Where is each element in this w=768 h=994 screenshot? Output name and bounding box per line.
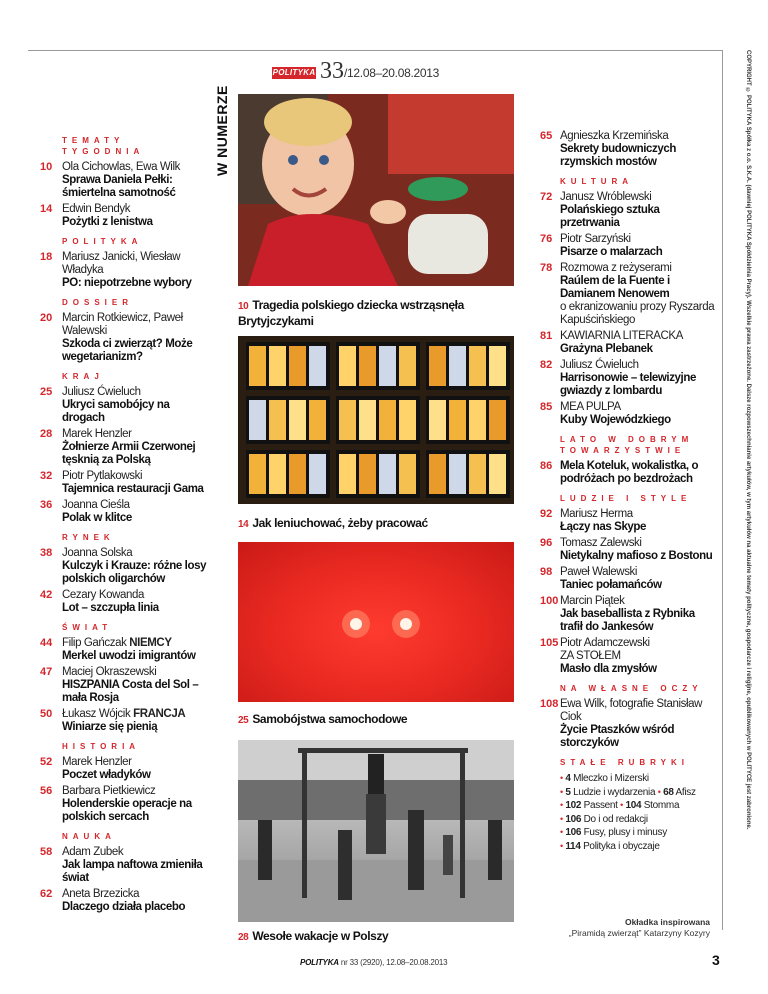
rubric-page: 5 [565, 786, 571, 798]
rubric-name: Afisz [675, 786, 696, 798]
entry-title-text: Sprawa Daniela Pełki: śmiertelna samotność [62, 174, 176, 199]
entry-page-number: 108 [540, 698, 559, 710]
rubric-name: Stomma [643, 800, 680, 811]
entry-prefix: HISZPANIA [62, 679, 120, 691]
entry-author-name: Marek Henzler [62, 756, 132, 768]
entry-author [560, 537, 715, 550]
toc-entry [40, 499, 210, 525]
entry-author-name: Maciej Okraszewski [62, 666, 157, 678]
entry-author-name: Piotr Pytlakowski [62, 470, 143, 482]
entry-page-number: 65 [540, 130, 553, 142]
entry-page-number: 56 [40, 785, 53, 797]
entry-page-number: 98 [540, 566, 553, 578]
rubric-name: Fusy, plusy i minusy [583, 827, 667, 838]
entry-title-text: Szkoda ci zwierząt? Może wegetarianizm? [62, 338, 193, 363]
toc-entry [40, 785, 210, 824]
entry-title-text: Tajemnica restauracji Gama [62, 483, 204, 495]
entry-page-number: 82 [540, 359, 553, 371]
entry-author [560, 637, 715, 650]
entry-page-number: 85 [540, 401, 553, 413]
rubric-line [560, 772, 715, 786]
entry-author [62, 499, 210, 512]
section-label: LATO W DOBRYM TOWARZYSTWIE [560, 435, 694, 455]
photo-archival-soldiers-playground [238, 740, 514, 922]
entry-author [560, 262, 715, 275]
entry-author-name: Agnieszka Krzemińska [560, 130, 669, 142]
rubric-line [560, 786, 715, 800]
entry-author-name: Joanna Solska [62, 547, 133, 559]
toc-entry [540, 637, 715, 676]
entry-title [62, 679, 210, 705]
entry-title [62, 602, 210, 615]
entry-title: Nietykalny mafioso z Bostonu [560, 550, 713, 562]
photo-office-windows-night [238, 336, 514, 504]
toc-entry [40, 386, 210, 425]
entry-page-number: 72 [540, 191, 553, 203]
entry-page-number: 86 [540, 460, 553, 472]
entry-author [560, 130, 715, 143]
entry-title [62, 798, 210, 824]
entry-author [62, 888, 210, 901]
entry-country: FRANCJA [133, 708, 186, 720]
rubric-page: 106 [565, 827, 582, 838]
toc-entry [40, 708, 210, 734]
rubric-line [560, 799, 715, 813]
entry-author [62, 203, 210, 216]
rubric-page: 102 [565, 800, 582, 811]
rubric-page: 104 [625, 800, 642, 811]
entry-page-number: 78 [540, 262, 553, 274]
entry-title [62, 174, 210, 200]
entry-column-name: ZA STOŁEM [560, 650, 621, 662]
entry-author-name: Filip Gańczak [62, 637, 127, 649]
entry-page-number: 81 [540, 330, 553, 342]
entry-author [62, 386, 210, 399]
entry-title: Życie Ptaszków wśród storczyków [560, 724, 675, 749]
entry-author [560, 566, 715, 579]
rubric-page: 68 [663, 786, 674, 798]
entry-author-name: Juliusz Ćwieluch [560, 359, 639, 371]
rubric-line [560, 840, 715, 854]
entry-page-number: 96 [540, 537, 553, 549]
toc-entry [40, 161, 210, 200]
entry-page-number: 18 [40, 251, 53, 263]
photo-caption-3: 25 Samobójstwa samochodowe [238, 712, 408, 726]
toc-entry [40, 547, 210, 586]
entry-title-text: Kulczyk i Krauze: różne losy polskich oligarchów [62, 560, 207, 585]
section-label: NA WŁASNE OCZY [560, 684, 703, 693]
photo-red-headlights [238, 542, 514, 702]
entry-title [62, 338, 210, 364]
entry-country: NIEMCY [129, 637, 172, 649]
toc-entry [40, 756, 210, 782]
toc-right-column [540, 130, 715, 853]
entry-author-name: Edwin Bendyk [62, 203, 131, 215]
rubric-name: Mleczko i Mizerski [573, 773, 649, 784]
toc-entry [540, 330, 715, 356]
entry-author-name: Barbara Pietkiewicz [62, 785, 156, 797]
photo-caption-2: 14 Jak leniuchować, żeby pracować [238, 516, 428, 530]
entry-page-number: 44 [40, 637, 53, 649]
cover-credit-line2: „Piramidą zwierząt” Katarzyny Kozyry [568, 928, 710, 938]
entry-author [560, 401, 715, 414]
entry-author-name: Tomasz Zalewski [560, 537, 642, 549]
entry-title-text: Holenderskie operacje na polskich sercach [62, 798, 192, 823]
rubric-name: Do i od redakcji [583, 813, 648, 825]
entry-page-number: 38 [40, 547, 53, 559]
toc-entry [540, 191, 715, 230]
entry-page-number: 100 [540, 595, 559, 607]
entry-author [560, 595, 715, 608]
toc-entry [540, 130, 715, 169]
entry-author [62, 708, 210, 721]
entry-page-number: 14 [40, 203, 53, 215]
photo-caption-4: 28 Wesołe wakacje w Polszy [238, 929, 389, 943]
section-label: KULTURA [560, 177, 634, 186]
toc-entry [40, 203, 210, 229]
issue-date: /12.08–20.08.2013 [344, 66, 439, 80]
toc-entry [540, 698, 715, 750]
entry-title [62, 650, 210, 663]
bullet-icon: • [560, 840, 563, 851]
entry-author [62, 161, 210, 174]
toc-entry [40, 666, 210, 705]
entry-author [62, 428, 210, 441]
entry-author [560, 359, 715, 372]
entry-author-name: Joanna Cieśla [62, 499, 130, 511]
bullet-icon: • [560, 813, 563, 824]
entry-title [62, 216, 210, 229]
toc-entry [540, 233, 715, 259]
entry-author [560, 508, 715, 521]
entry-author [62, 785, 210, 798]
entry-page-number: 92 [540, 508, 553, 520]
entry-author [62, 756, 210, 769]
entry-author-name: Aneta Brzezicka [62, 888, 140, 900]
entry-title: Jak baseballista z Rybnika trafił do Jankesów [560, 608, 695, 633]
entry-title [62, 512, 210, 525]
section-title-vertical: W NUMERZE [214, 85, 230, 176]
toc-entry [40, 428, 210, 467]
entry-author-name: Piotr Adamczewski [560, 637, 650, 649]
entry-title [62, 399, 210, 425]
rubric-page: 106 [565, 813, 582, 825]
cover-credit [560, 917, 710, 939]
toc-entry [40, 470, 210, 496]
entry-author [62, 846, 210, 859]
toc-entry [540, 508, 715, 534]
entry-author [62, 637, 210, 650]
entry-author-name: Mariusz Herma [560, 508, 633, 520]
entry-title-text: Pożytki z lenistwa [62, 216, 153, 228]
entry-title [62, 441, 210, 467]
rubric-line [560, 826, 715, 840]
entry-author [62, 589, 210, 602]
entry-title-text: Ukryci samobójcy na drogach [62, 399, 170, 424]
entry-title-text: PO: niepotrzebne wybory [62, 277, 192, 289]
entry-author-name: Cezary Kowanda [62, 589, 144, 601]
entry-title: Łączy nas Skype [560, 521, 647, 533]
entry-author-name: Mariusz Janicki, Wiesław Władyka [62, 251, 181, 276]
frame-right-rule [722, 50, 723, 930]
entry-author [62, 666, 210, 679]
entry-title [62, 560, 210, 586]
entry-author-name: Janusz Wróblewski [560, 191, 652, 203]
entry-page-number: 105 [540, 637, 559, 649]
entry-title-text: Winiarze się pienią [62, 721, 158, 733]
entry-author-name: Łukasz Wójcik [62, 708, 131, 720]
toc-entry [540, 401, 715, 427]
entry-title [62, 859, 210, 885]
entry-title: Polańskiego sztuka przetrwania [560, 204, 660, 229]
toc-entry [540, 566, 715, 592]
rubric-name: Ludzie i wydarzenia [573, 786, 656, 798]
entry-author [560, 233, 715, 246]
rubric-name: Polityka i obyczaje [583, 840, 660, 852]
entry-author-name: Adam Zubek [62, 846, 124, 858]
entry-title [62, 901, 210, 914]
entry-author [560, 698, 715, 724]
entry-author-name: Ewa Wilk, fotografie Stanisław Ciok [560, 698, 703, 723]
entry-author [560, 191, 715, 204]
bullet-icon: • [560, 827, 563, 837]
entry-title-text: Dlaczego działa placebo [62, 901, 186, 913]
toc-entry [540, 595, 715, 634]
entry-title: Mela Koteluk, wokalistka, o podróżach po bezdrożach [560, 460, 699, 485]
section-label: POLITYKA [62, 237, 143, 246]
entry-title: Raúlem de la Fuente i Damianem Nenowem [560, 275, 670, 300]
entry-title-text: Żołnierze Armii Czerwonej tęsknią za Polską [62, 441, 196, 466]
toc-left-column [40, 128, 210, 917]
section-label: TEMATY TYGODNIA [62, 136, 145, 156]
entry-title-text: Lot – szczupła linia [62, 602, 159, 614]
entry-author-name: Paweł Walewski [560, 566, 638, 578]
bullet-icon: • [560, 800, 563, 810]
section-label: HISTORIA [62, 742, 141, 751]
entry-title [62, 483, 210, 496]
toc-entry [40, 637, 210, 663]
section-label: KRAJ [62, 372, 104, 381]
toc-entry [540, 359, 715, 398]
bullet-icon: • [560, 773, 563, 783]
entry-title: Pisarze o malarzach [560, 246, 663, 258]
section-label: LUDZIE I STYLE [560, 494, 692, 503]
entry-author-name: Marcin Rotkiewicz, Paweł Walewski [62, 312, 183, 337]
entry-title: Sekrety budowniczych rzymskich mostów [560, 143, 676, 168]
page-footer [300, 958, 447, 967]
entry-page-number: 36 [40, 499, 53, 511]
entry-title: Masło dla zmysłów [560, 663, 657, 675]
entry-page-number: 20 [40, 312, 53, 324]
entry-page-number: 28 [40, 428, 53, 440]
standing-columns-list [560, 772, 715, 853]
toc-entry [540, 537, 715, 563]
entry-title: Grażyna Plebanek [560, 343, 653, 355]
section-label: RYNEK [62, 533, 115, 542]
entry-title-text: Costa del Sol – mała Rosja [62, 679, 199, 704]
entry-author-name: MEA PULPA [560, 401, 621, 413]
photo-caption-1: 10 Tragedia polskiego dziecka wstrząsnęła Brytyjczykami [238, 298, 464, 328]
toc-entry [40, 312, 210, 364]
entry-author-name: Juliusz Ćwieluch [62, 386, 141, 398]
bullet-icon: • [620, 800, 624, 810]
entry-author [560, 330, 715, 343]
rubric-page: 114 [565, 840, 581, 852]
section-label: STAŁE RUBRYKI [560, 758, 689, 767]
entry-author-name: Piotr Sarzyński [560, 233, 631, 245]
section-label: DOSSIER [62, 298, 134, 307]
entry-author-name: Ola Cichowlas, Ewa Wilk [62, 161, 180, 173]
entry-page-number: 58 [40, 846, 53, 858]
entry-title [62, 277, 210, 290]
entry-title-text: Jak lampa naftowa zmieniła świat [62, 859, 203, 884]
rubric-page: 4 [565, 773, 571, 784]
entry-title-text: Merkel uwodzi imigrantów [62, 650, 196, 662]
entry-page-number: 25 [40, 386, 53, 398]
entry-author-name: Marcin Piątek [560, 595, 625, 607]
entry-page-number: 10 [40, 161, 53, 173]
entry-page-number: 62 [40, 888, 53, 900]
entry-page-number: 32 [40, 470, 53, 482]
entry-title-text: Poczet władyków [62, 769, 151, 781]
entry-title [62, 769, 210, 782]
toc-entry [540, 460, 715, 486]
toc-entry [40, 888, 210, 914]
entry-author-name: Rozmowa z reżyserami [560, 262, 672, 274]
entry-page-number: 76 [540, 233, 553, 245]
page-number: 3 [712, 952, 720, 968]
entry-title: Kuby Wojewódzkiego [560, 414, 671, 426]
footer-logo: POLITYKA [300, 958, 339, 967]
polityka-logo: POLITYKA [272, 68, 316, 77]
entry-author [62, 312, 210, 338]
entry-author [62, 547, 210, 560]
entry-author [62, 470, 210, 483]
section-label: NAUKA [62, 832, 116, 841]
entry-page-number: 42 [40, 589, 53, 601]
entry-page-number: 47 [40, 666, 53, 678]
entry-author [62, 251, 210, 277]
footer-issue: nr 33 (2920), 12.08–20.08.2013 [340, 958, 448, 967]
entry-page-number: 52 [40, 756, 53, 768]
bullet-icon: • [560, 786, 563, 797]
photo-child-at-school [238, 94, 514, 286]
entry-page-number: 50 [40, 708, 53, 720]
entry-title [62, 721, 210, 734]
copyright-notice: COPYRIGHT © POLITYKA Spółka z o.o. S.K.A. (dawniej POLITYKA Spółdzielnia Pracy). Wszelkie prawa zastrzeżone. Dalsze rozpowszechnianie artykułów, w tym artykułów na aktualne tematy polityczne, gospodarcze i religijne, opublikowanych w POLITYCE jest zabronione. [745, 50, 751, 830]
issue-number: 33 [320, 58, 344, 84]
cover-credit-line1: Okładka inspirowana [624, 917, 710, 927]
section-label: ŚWIAT [62, 623, 113, 632]
rubric-name: Passent [583, 800, 618, 811]
entry-title: Taniec połamańców [560, 579, 662, 591]
toc-entry [40, 251, 210, 290]
entry-author-name: KAWIARNIA LITERACKA [560, 330, 683, 342]
rubric-line [560, 813, 715, 827]
frame-top-rule [28, 50, 722, 51]
toc-entry [540, 262, 715, 327]
toc-entry [40, 846, 210, 885]
entry-subtitle: o ekranizowaniu prozy Ryszarda Kapuścińskiego [560, 301, 715, 326]
bullet-icon: • [657, 786, 661, 797]
entry-title: Harrisonowie – telewizyjne gwiazdy z lombardu [560, 372, 696, 397]
entry-title-text: Polak w klitce [62, 512, 132, 524]
toc-entry [40, 589, 210, 615]
entry-author-name: Marek Henzler [62, 428, 132, 440]
